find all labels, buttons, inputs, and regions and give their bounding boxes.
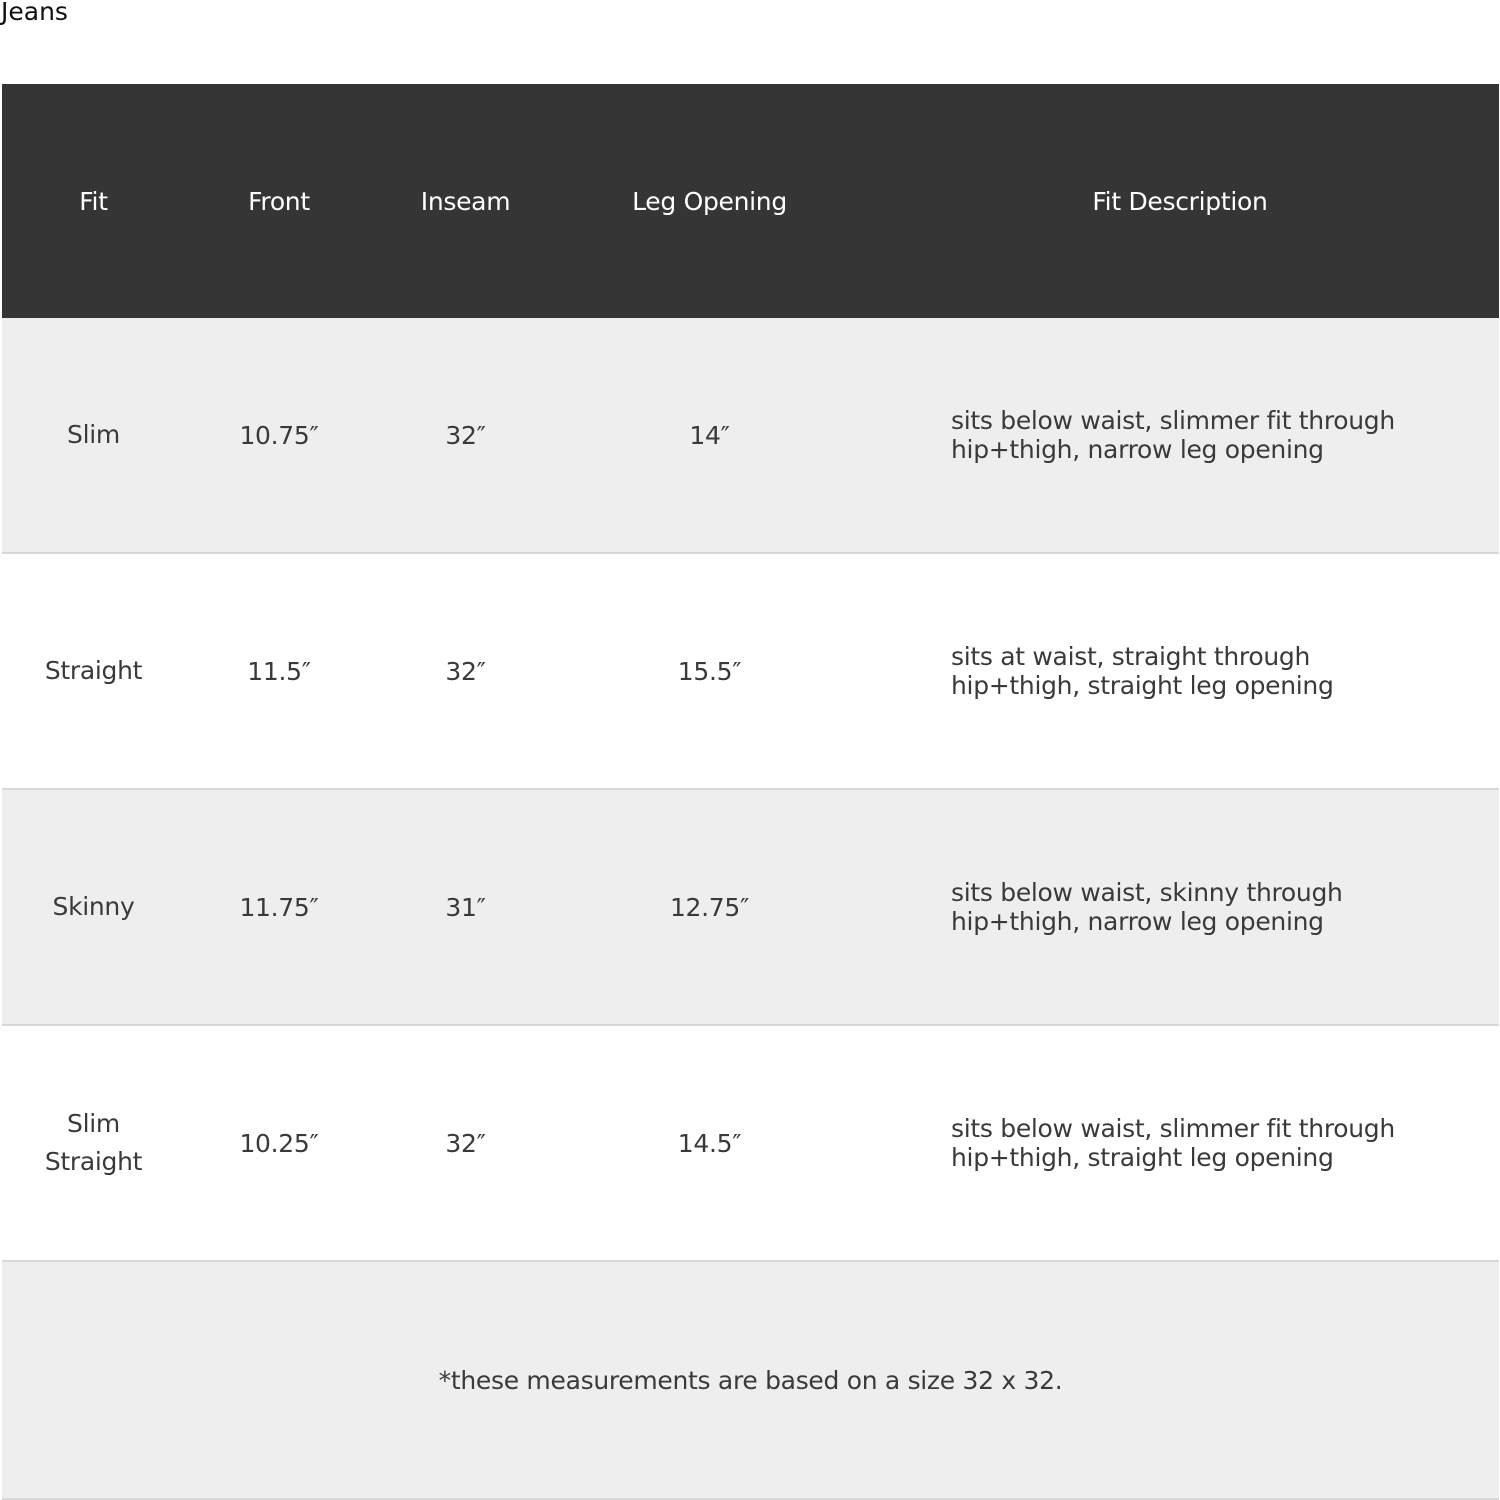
footnote-row	[2, 1261, 1499, 1499]
front-cell: 10.25″	[185, 1025, 373, 1261]
front-cell: 11.75″	[185, 789, 373, 1025]
inseam-cell: 32″	[373, 318, 558, 553]
leg-opening-cell: 12.75″	[558, 789, 861, 1025]
description-line: sits below waist, slimmer fit through	[951, 1114, 1395, 1143]
description-line: hip+thigh, straight leg opening	[951, 1143, 1334, 1172]
description-line: hip+thigh, straight leg opening	[951, 671, 1334, 700]
front-cell: 10.75″	[185, 318, 373, 553]
inseam-cell: 32″	[373, 1025, 558, 1261]
fit-name: Straight	[44, 656, 143, 685]
header-fit-description: Fit Description	[861, 84, 1499, 318]
fit-description-cell	[861, 789, 1499, 1025]
header-front: Front	[185, 84, 373, 318]
table-header-row	[2, 84, 1499, 318]
description-line: sits below waist, slimmer fit through	[951, 406, 1395, 435]
table-row	[2, 789, 1499, 1025]
header-leg-opening: Leg Opening	[558, 84, 861, 318]
fit-cell	[2, 789, 185, 1025]
header-fit: Fit	[2, 84, 185, 318]
fit-description-cell	[861, 553, 1499, 789]
page-title: Jeans	[1, 0, 68, 26]
description-line: hip+thigh, narrow leg opening	[951, 907, 1324, 936]
front-cell: 11.5″	[185, 553, 373, 789]
fit-name: Skinny	[52, 892, 135, 921]
header-inseam: Inseam	[373, 84, 558, 318]
fit-description-cell	[861, 1025, 1499, 1261]
fit-name: Slim	[67, 1109, 120, 1138]
table-row	[2, 318, 1499, 553]
table-row	[2, 1025, 1499, 1261]
inseam-cell: 31″	[373, 789, 558, 1025]
fit-name: Straight	[44, 1147, 143, 1176]
leg-opening-cell: 14″	[558, 318, 861, 553]
fit-cell	[2, 318, 185, 553]
fit-cell	[2, 1025, 185, 1261]
inseam-cell: 32″	[373, 553, 558, 789]
leg-opening-cell: 15.5″	[558, 553, 861, 789]
description-line: hip+thigh, narrow leg opening	[951, 435, 1324, 464]
description-line: sits below waist, skinny through	[951, 878, 1343, 907]
leg-opening-cell: 14.5″	[558, 1025, 861, 1261]
fit-name: Slim	[67, 420, 120, 449]
size-chart-table	[2, 84, 1499, 1500]
description-line: sits at waist, straight through	[951, 642, 1311, 671]
fit-cell	[2, 553, 185, 789]
table-row	[2, 553, 1499, 789]
fit-description-cell	[861, 318, 1499, 553]
footnote: *these measurements are based on a size 32 x 32.	[2, 1261, 1499, 1499]
